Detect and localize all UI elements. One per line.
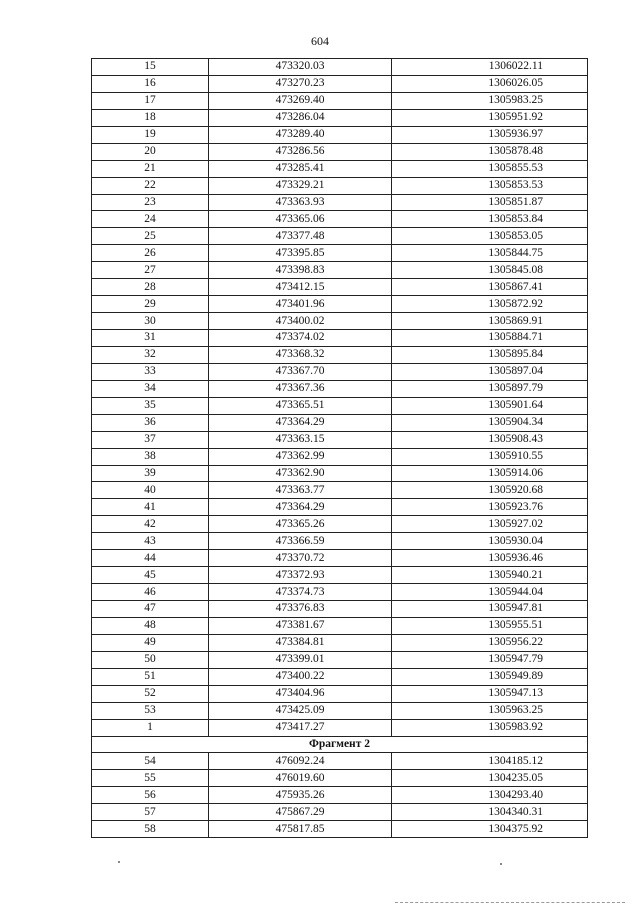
table-row: [92, 516, 588, 533]
y-coordinate-cell: 1305947.81: [392, 601, 588, 618]
point-number-cell: 35: [92, 397, 209, 414]
x-coordinate-cell: 473270.23: [209, 75, 392, 92]
table-row: [92, 194, 588, 211]
y-coordinate-cell: 1305897.04: [392, 363, 588, 380]
point-number-cell: 40: [92, 482, 209, 499]
table-row: [92, 92, 588, 109]
table-row: [92, 584, 588, 601]
x-coordinate-cell: 473368.32: [209, 346, 392, 363]
x-coordinate-cell: 473362.90: [209, 465, 392, 482]
table-row: [92, 279, 588, 296]
x-coordinate-cell: 473366.59: [209, 533, 392, 550]
y-coordinate-cell: 1305947.13: [392, 685, 588, 702]
point-number-cell: 28: [92, 279, 209, 296]
y-coordinate-cell: 1305951.92: [392, 109, 588, 126]
y-coordinate-cell: 1305947.79: [392, 651, 588, 668]
y-coordinate-cell: 1305920.68: [392, 482, 588, 499]
table-row: [92, 651, 588, 668]
point-number-cell: 21: [92, 160, 209, 177]
table-row: [92, 59, 588, 76]
point-number-cell: 54: [92, 753, 209, 770]
point-number-cell: 36: [92, 414, 209, 431]
table-row: [92, 499, 588, 516]
y-coordinate-cell: 1305983.25: [392, 92, 588, 109]
x-coordinate-cell: 473286.04: [209, 109, 392, 126]
y-coordinate-cell: 1304340.31: [392, 804, 588, 821]
table-row: [92, 617, 588, 634]
x-coordinate-cell: 475935.26: [209, 787, 392, 804]
x-coordinate-cell: 476019.60: [209, 770, 392, 787]
x-coordinate-cell: 475817.85: [209, 821, 392, 838]
x-coordinate-cell: 473329.21: [209, 177, 392, 194]
y-coordinate-cell: 1306026.05: [392, 75, 588, 92]
table-row: [92, 397, 588, 414]
point-number-cell: 51: [92, 668, 209, 685]
point-number-cell: 20: [92, 143, 209, 160]
x-coordinate-cell: 473367.36: [209, 380, 392, 397]
table-row: [92, 380, 588, 397]
point-number-cell: 15: [92, 59, 209, 76]
table-row: [92, 702, 588, 719]
point-number-cell: 19: [92, 126, 209, 143]
x-coordinate-cell: 473401.96: [209, 296, 392, 313]
x-coordinate-cell: 473363.77: [209, 482, 392, 499]
y-coordinate-cell: 1305983.92: [392, 719, 588, 736]
y-coordinate-cell: 1305936.97: [392, 126, 588, 143]
x-coordinate-cell: 473363.15: [209, 431, 392, 448]
table-row: [92, 262, 588, 279]
point-number-cell: 55: [92, 770, 209, 787]
y-coordinate-cell: 1305867.41: [392, 279, 588, 296]
y-coordinate-cell: 1305853.05: [392, 228, 588, 245]
y-coordinate-cell: 1304185.12: [392, 753, 588, 770]
x-coordinate-cell: 473384.81: [209, 634, 392, 651]
point-number-cell: 23: [92, 194, 209, 211]
y-coordinate-cell: 1305897.79: [392, 380, 588, 397]
table-row: [92, 567, 588, 584]
y-coordinate-cell: 1305927.02: [392, 516, 588, 533]
x-coordinate-cell: 473286.56: [209, 143, 392, 160]
table-row: [92, 804, 588, 821]
point-number-cell: 49: [92, 634, 209, 651]
x-coordinate-cell: 473363.93: [209, 194, 392, 211]
table-row: [92, 363, 588, 380]
x-coordinate-cell: 473374.73: [209, 584, 392, 601]
y-coordinate-cell: 1305895.84: [392, 346, 588, 363]
y-coordinate-cell: 1305855.53: [392, 160, 588, 177]
table-row: [92, 177, 588, 194]
table-row: [92, 685, 588, 702]
point-number-cell: 47: [92, 601, 209, 618]
table-row: [92, 431, 588, 448]
table-row: [92, 313, 588, 330]
x-coordinate-cell: 473364.29: [209, 499, 392, 516]
y-coordinate-cell: 1305949.89: [392, 668, 588, 685]
table-row: [92, 296, 588, 313]
x-coordinate-cell: 476092.24: [209, 753, 392, 770]
coordinates-table-body: [92, 59, 588, 838]
point-number-cell: 46: [92, 584, 209, 601]
y-coordinate-cell: 1305872.92: [392, 296, 588, 313]
point-number-cell: 27: [92, 262, 209, 279]
x-coordinate-cell: 473289.40: [209, 126, 392, 143]
point-number-cell: 33: [92, 363, 209, 380]
table-row: [92, 719, 588, 736]
table-row: [92, 821, 588, 838]
y-coordinate-cell: 1305955.51: [392, 617, 588, 634]
table-row: [92, 414, 588, 431]
point-number-cell: 50: [92, 651, 209, 668]
table-row: [92, 211, 588, 228]
point-number-cell: 26: [92, 245, 209, 262]
y-coordinate-cell: 1304375.92: [392, 821, 588, 838]
point-number-cell: 53: [92, 702, 209, 719]
x-coordinate-cell: 473370.72: [209, 550, 392, 567]
scan-speck: [118, 861, 120, 863]
y-coordinate-cell: 1305853.84: [392, 211, 588, 228]
table-row: [92, 245, 588, 262]
table-row: [92, 787, 588, 804]
point-number-cell: 32: [92, 346, 209, 363]
x-coordinate-cell: 473395.85: [209, 245, 392, 262]
y-coordinate-cell: 1305910.55: [392, 448, 588, 465]
y-coordinate-cell: 1305908.43: [392, 431, 588, 448]
y-coordinate-cell: 1305930.04: [392, 533, 588, 550]
x-coordinate-cell: 473320.03: [209, 59, 392, 76]
x-coordinate-cell: 473404.96: [209, 685, 392, 702]
point-number-cell: 30: [92, 313, 209, 330]
x-coordinate-cell: 473377.48: [209, 228, 392, 245]
y-coordinate-cell: 1305914.06: [392, 465, 588, 482]
y-coordinate-cell: 1304293.40: [392, 787, 588, 804]
y-coordinate-cell: 1305940.21: [392, 567, 588, 584]
y-coordinate-cell: 1305936.46: [392, 550, 588, 567]
scan-speck: [500, 863, 502, 865]
point-number-cell: 52: [92, 685, 209, 702]
point-number-cell: 1: [92, 719, 209, 736]
point-number-cell: 34: [92, 380, 209, 397]
x-coordinate-cell: 473417.27: [209, 719, 392, 736]
point-number-cell: 22: [92, 177, 209, 194]
table-row: [92, 770, 588, 787]
table-row: [92, 753, 588, 770]
table-row: [92, 668, 588, 685]
y-coordinate-cell: 1305853.53: [392, 177, 588, 194]
x-coordinate-cell: 473372.93: [209, 567, 392, 584]
point-number-cell: 44: [92, 550, 209, 567]
x-coordinate-cell: 473374.02: [209, 330, 392, 347]
point-number-cell: 16: [92, 75, 209, 92]
table-row: [92, 601, 588, 618]
x-coordinate-cell: 473398.83: [209, 262, 392, 279]
x-coordinate-cell: 473285.41: [209, 160, 392, 177]
page-number: 604: [311, 34, 329, 48]
table-row: [92, 160, 588, 177]
x-coordinate-cell: 473400.22: [209, 668, 392, 685]
table-row: [92, 533, 588, 550]
table-row: [92, 346, 588, 363]
table-row: [92, 228, 588, 245]
x-coordinate-cell: 475867.29: [209, 804, 392, 821]
x-coordinate-cell: 473362.99: [209, 448, 392, 465]
y-coordinate-cell: 1305963.25: [392, 702, 588, 719]
y-coordinate-cell: 1304235.05: [392, 770, 588, 787]
section-header-row: [92, 736, 588, 753]
point-number-cell: 48: [92, 617, 209, 634]
y-coordinate-cell: 1305884.71: [392, 330, 588, 347]
x-coordinate-cell: 473399.01: [209, 651, 392, 668]
x-coordinate-cell: 473365.51: [209, 397, 392, 414]
x-coordinate-cell: 473367.70: [209, 363, 392, 380]
table-row: [92, 550, 588, 567]
point-number-cell: 56: [92, 787, 209, 804]
table-row: [92, 143, 588, 160]
table-row: [92, 330, 588, 347]
point-number-cell: 45: [92, 567, 209, 584]
point-number-cell: 39: [92, 465, 209, 482]
table-row: [92, 75, 588, 92]
point-number-cell: 24: [92, 211, 209, 228]
x-coordinate-cell: 473364.29: [209, 414, 392, 431]
point-number-cell: 58: [92, 821, 209, 838]
point-number-cell: 43: [92, 533, 209, 550]
point-number-cell: 41: [92, 499, 209, 516]
section-label: Фрагмент 2: [92, 736, 588, 753]
y-coordinate-cell: 1305923.76: [392, 499, 588, 516]
y-coordinate-cell: 1305844.75: [392, 245, 588, 262]
x-coordinate-cell: 473376.83: [209, 601, 392, 618]
point-number-cell: 38: [92, 448, 209, 465]
x-coordinate-cell: 473381.67: [209, 617, 392, 634]
point-number-cell: 18: [92, 109, 209, 126]
x-coordinate-cell: 473412.15: [209, 279, 392, 296]
y-coordinate-cell: 1305956.22: [392, 634, 588, 651]
point-number-cell: 37: [92, 431, 209, 448]
table-row: [92, 465, 588, 482]
y-coordinate-cell: 1305904.34: [392, 414, 588, 431]
point-number-cell: 29: [92, 296, 209, 313]
table-row: [92, 109, 588, 126]
y-coordinate-cell: 1306022.11: [392, 59, 588, 76]
table-row: [92, 634, 588, 651]
x-coordinate-cell: 473365.26: [209, 516, 392, 533]
point-number-cell: 57: [92, 804, 209, 821]
table-row: [92, 126, 588, 143]
coordinates-table: [91, 58, 588, 838]
y-coordinate-cell: 1305878.48: [392, 143, 588, 160]
x-coordinate-cell: 473425.09: [209, 702, 392, 719]
point-number-cell: 17: [92, 92, 209, 109]
point-number-cell: 42: [92, 516, 209, 533]
x-coordinate-cell: 473400.02: [209, 313, 392, 330]
table-row: [92, 448, 588, 465]
y-coordinate-cell: 1305944.04: [392, 584, 588, 601]
table-row: [92, 482, 588, 499]
y-coordinate-cell: 1305869.91: [392, 313, 588, 330]
point-number-cell: 31: [92, 330, 209, 347]
x-coordinate-cell: 473269.40: [209, 92, 392, 109]
y-coordinate-cell: 1305901.64: [392, 397, 588, 414]
scan-edge-line: [395, 902, 625, 904]
y-coordinate-cell: 1305845.08: [392, 262, 588, 279]
point-number-cell: 25: [92, 228, 209, 245]
x-coordinate-cell: 473365.06: [209, 211, 392, 228]
y-coordinate-cell: 1305851.87: [392, 194, 588, 211]
